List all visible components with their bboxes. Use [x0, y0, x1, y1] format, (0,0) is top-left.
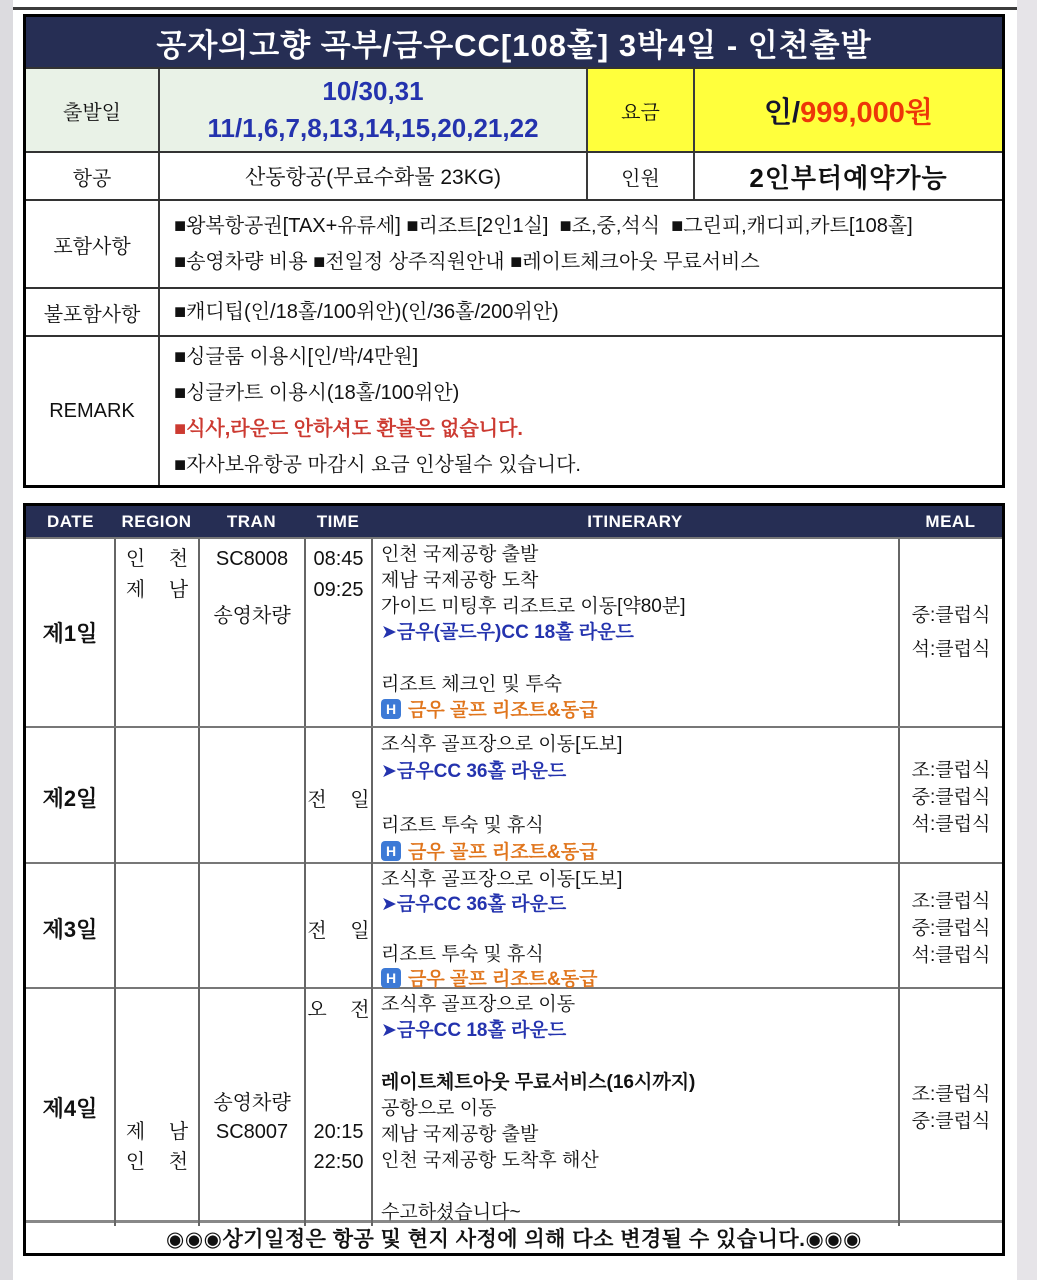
- itinerary-line: 리조트 투숙 및 휴식: [381, 815, 544, 836]
- itinerary-line: 제남 국제공항 도착: [381, 570, 539, 591]
- day2-meal-dinner: 석:클럽식: [911, 813, 991, 835]
- excluded-line1: ■캐디팁(인/18홀/100위안)(인/36홀/200위안): [174, 301, 559, 323]
- day4-time-depart: 20:15: [313, 1121, 364, 1143]
- day1-meal-dinner: 석:클럽식: [911, 638, 991, 660]
- day1-time: [304, 539, 371, 726]
- day3-itinerary: [371, 864, 898, 992]
- included-row: [26, 199, 1002, 287]
- change-notice: ◉◉◉상기일정은 항공 및 현지 사정에 의해 다소 변경될 수 있습니다.◉◉◉: [26, 1220, 1002, 1253]
- day1-meal-lunch: 중:클럽식: [911, 604, 991, 626]
- itinerary-line: 제남 국제공항 출발: [381, 1124, 539, 1145]
- day3-time-allday: 전 일: [304, 864, 371, 992]
- day4-tran-block: [200, 1089, 304, 1147]
- day4-region-block: [116, 1117, 198, 1177]
- excluded-content: [158, 289, 1002, 335]
- departure-dates-line2: 11/1,6,7,8,13,14,15,20,21,22: [207, 113, 539, 143]
- itinerary-round-line: ➤금우CC 18홀 라운드: [381, 1020, 567, 1041]
- departure-dates: [158, 69, 586, 151]
- day4-date: 제4일: [42, 1096, 98, 1121]
- day4-meal-lunch: 중:클럽식: [911, 1110, 991, 1132]
- day3-meal-lunch: 중:클럽식: [911, 917, 991, 939]
- day4-region-to: 인 천: [125, 1151, 189, 1173]
- remark-row: [26, 335, 1002, 485]
- hotel-icon: H: [381, 968, 401, 988]
- day1-date: 제1일: [42, 621, 98, 646]
- day4-meals: [898, 989, 1002, 1226]
- airline-row: [26, 151, 1002, 199]
- day4-time-block: [306, 1117, 371, 1177]
- day3-tran: [198, 864, 304, 992]
- day2-meals: [898, 728, 1002, 866]
- excluded-row: [26, 287, 1002, 335]
- itinerary-round-line: ➤금우(골드우)CC 18홀 라운드: [381, 622, 634, 643]
- day2-row: [26, 726, 1002, 862]
- remark-line3-no-refund: ■식사,라운드 안하셔도 환불은 없습니다.: [174, 418, 523, 440]
- day4-itinerary: [371, 989, 898, 1226]
- itinerary-line: 공항으로 이동: [381, 1098, 497, 1119]
- day3-hotel-name: 금우 골프 리조트&동급: [408, 969, 598, 990]
- day4-region: [114, 989, 198, 1226]
- day4-region-from: 제 남: [125, 1121, 189, 1143]
- itinerary-line: 조식후 골프장으로 이동: [381, 994, 576, 1015]
- day2-meal-breakfast: 조:클럽식: [911, 759, 991, 781]
- day3-meal-breakfast: 조:클럽식: [911, 890, 991, 912]
- day1-meals: [898, 539, 1002, 726]
- itinerary-line: 인천 국제공항 출발: [381, 544, 539, 565]
- day1-itinerary: [371, 539, 898, 726]
- day2-meal-lunch: 중:클럽식: [911, 786, 991, 808]
- col-header-meal: MEAL: [898, 506, 1002, 537]
- day2-hotel-name: 금우 골프 리조트&동급: [408, 842, 598, 863]
- day1-region-from: 인 천: [125, 548, 189, 570]
- airline-value: 산동항공(무료수화물 23KG): [158, 153, 586, 199]
- itinerary-round-line: ➤금우CC 36홀 라운드: [381, 894, 567, 915]
- remark-line2: ■싱글카트 이용시(18홀/100위안): [174, 382, 460, 404]
- day2-itinerary: [371, 728, 898, 866]
- itinerary-line: 조식후 골프장으로 이동[도보]: [381, 734, 623, 755]
- fare-prefix: 인/: [764, 96, 801, 129]
- day4-time: [304, 989, 371, 1226]
- day3-meals: [898, 864, 1002, 992]
- day4-flight-number: SC8007: [215, 1121, 289, 1143]
- fare-label: 요금: [586, 69, 693, 151]
- day4-transfer-vehicle: 송영차량: [213, 1092, 291, 1114]
- remark-label: REMARK: [49, 399, 135, 422]
- col-header-itinerary: ITINERARY: [371, 506, 898, 537]
- col-header-date: DATE: [26, 506, 114, 537]
- remark-content: [158, 337, 1002, 485]
- day1-region-to: 제 남: [125, 579, 189, 601]
- departure-dates-line1: 10/30,31: [322, 76, 424, 106]
- day2-hotel-line: [381, 839, 898, 866]
- day1-hotel-line: [381, 698, 898, 724]
- fare-price: 999,000원: [800, 96, 933, 129]
- tour-summary-table: [23, 14, 1005, 488]
- left-gutter: [0, 0, 13, 1280]
- itinerary-header-row: [26, 506, 1002, 537]
- remark-line1: ■싱글룸 이용시[인/박/4만원]: [174, 346, 419, 368]
- included-line1: ■왕복항공권[TAX+유류세] ■리조트[2인1실] ■조,중,석식 ■그린피,캐디피,카트[108홀]: [174, 215, 913, 237]
- day1-region: [114, 539, 198, 726]
- included-label: 포함사항: [53, 235, 131, 258]
- included-line2: ■송영차량 비용 ■전일정 상주직원안내 ■레이트체크아웃 무료서비스: [174, 251, 760, 273]
- day1-time-arrive: 09:25: [313, 579, 364, 601]
- col-header-region: REGION: [114, 506, 198, 537]
- day4-tran: [198, 989, 304, 1226]
- itinerary-table: [23, 503, 1005, 1256]
- day3-meal-dinner: 석:클럽식: [911, 944, 991, 966]
- day1-time-depart: 08:45: [313, 548, 364, 570]
- hotel-icon: H: [381, 699, 401, 719]
- itinerary-round-line: ➤금우CC 36홀 라운드: [381, 761, 567, 782]
- day3-region: [114, 864, 198, 992]
- day1-flight-number: SC8008: [215, 548, 289, 570]
- day4-meal-breakfast: 조:클럽식: [911, 1083, 991, 1105]
- day3-date: 제3일: [42, 916, 98, 942]
- right-gutter: [1017, 0, 1037, 1280]
- day2-time-allday: 전 일: [304, 728, 371, 866]
- excluded-label: 불포함사항: [43, 303, 141, 326]
- departure-label: 출발일: [26, 69, 158, 151]
- day4-time-morning: 오 전: [307, 999, 370, 1021]
- day1-row: [26, 537, 1002, 726]
- late-checkout-line: 레이트체트아웃 무료서비스(16시까지): [381, 1072, 696, 1093]
- day1-transfer-vehicle: 송영차량: [213, 605, 291, 627]
- day1-tran: [198, 539, 304, 726]
- itinerary-line: 가이드 미팅후 리조트로 이동[약80분]: [381, 596, 686, 617]
- itinerary-line: 리조트 체크인 및 투숙: [381, 674, 563, 695]
- day4-time-arrive: 22:50: [313, 1151, 364, 1173]
- pax-value: 2인부터예약가능: [693, 153, 1002, 199]
- hotel-icon: H: [381, 841, 401, 861]
- page-title: 공자의고향 곡부/금우CC[108홀] 3박4일 - 인천출발: [26, 17, 1002, 67]
- day3-row: [26, 862, 1002, 990]
- col-header-time: TIME: [304, 506, 371, 537]
- day2-date: 제2일: [42, 785, 98, 811]
- remark-line4: ■자사보유항공 마감시 요금 인상될수 있습니다.: [174, 454, 581, 476]
- fare-value: [693, 69, 1002, 151]
- day4-row: [26, 987, 1002, 1223]
- day2-region: [114, 728, 198, 866]
- closing-line: 수고하셨습니다~: [381, 1202, 521, 1223]
- departure-row: [26, 67, 1002, 151]
- col-header-tran: TRAN: [198, 506, 304, 537]
- itinerary-line: 인천 국제공항 도착후 해산: [381, 1150, 599, 1171]
- day1-hotel-name: 금우 골프 리조트&동급: [408, 700, 598, 721]
- included-content: [158, 201, 1002, 287]
- airline-label: 항공: [72, 167, 112, 190]
- itinerary-line: 리조트 투숙 및 휴식: [381, 944, 544, 965]
- pax-label: 인원: [586, 153, 693, 199]
- itinerary-line: 조식후 골프장으로 이동[도보]: [381, 869, 623, 890]
- top-divider: [13, 7, 1017, 10]
- day2-tran: [198, 728, 304, 866]
